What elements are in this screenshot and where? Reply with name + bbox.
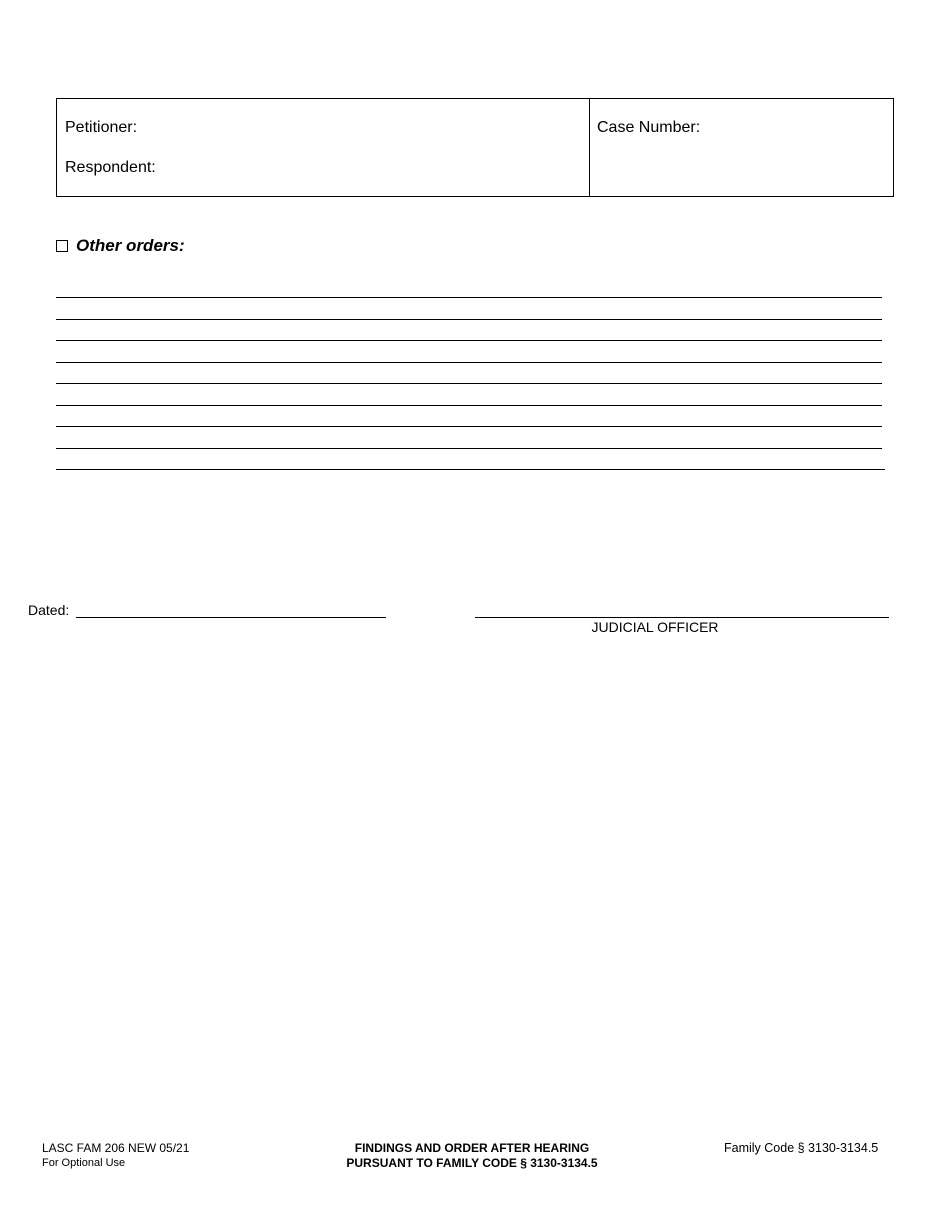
judicial-officer-signature-line[interactable] — [475, 617, 889, 618]
judicial-officer-label: JUDICIAL OFFICER — [591, 619, 719, 635]
other-orders-checkbox[interactable] — [56, 240, 68, 252]
other-orders-blank-line[interactable] — [56, 319, 882, 320]
other-orders-blank-line[interactable] — [56, 469, 885, 470]
dated-signature-line[interactable] — [76, 617, 386, 618]
footer-form-title — [300, 1141, 644, 1171]
footer-code-reference: Family Code § 3130-3134.5 — [724, 1141, 879, 1155]
caption-divider — [589, 99, 590, 196]
footer-title-line-2: PURSUANT TO FAMILY CODE § 3130-3134.5 — [346, 1156, 598, 1170]
footer-title-line-1: FINDINGS AND ORDER AFTER HEARING — [354, 1141, 590, 1155]
respondent-label: Respondent: — [65, 159, 156, 176]
petitioner-label: Petitioner: — [65, 119, 138, 136]
footer-optional-use: For Optional Use — [42, 1157, 126, 1169]
other-orders-blank-line[interactable] — [56, 362, 882, 363]
other-orders-blank-line[interactable] — [56, 297, 882, 298]
other-orders-row — [56, 236, 185, 256]
case-number-label: Case Number: — [597, 119, 701, 136]
case-caption-box — [56, 98, 894, 197]
footer-form-info — [42, 1141, 189, 1170]
other-orders-blank-line[interactable] — [56, 405, 882, 406]
other-orders-blank-line[interactable] — [56, 383, 882, 384]
other-orders-blank-line[interactable] — [56, 448, 882, 449]
other-orders-blank-line[interactable] — [56, 340, 882, 341]
footer-form-id: LASC FAM 206 NEW 05/21 — [42, 1141, 190, 1155]
other-orders-label: Other orders: — [76, 236, 185, 255]
other-orders-blank-line[interactable] — [56, 426, 882, 427]
dated-label: Dated: — [28, 602, 70, 618]
